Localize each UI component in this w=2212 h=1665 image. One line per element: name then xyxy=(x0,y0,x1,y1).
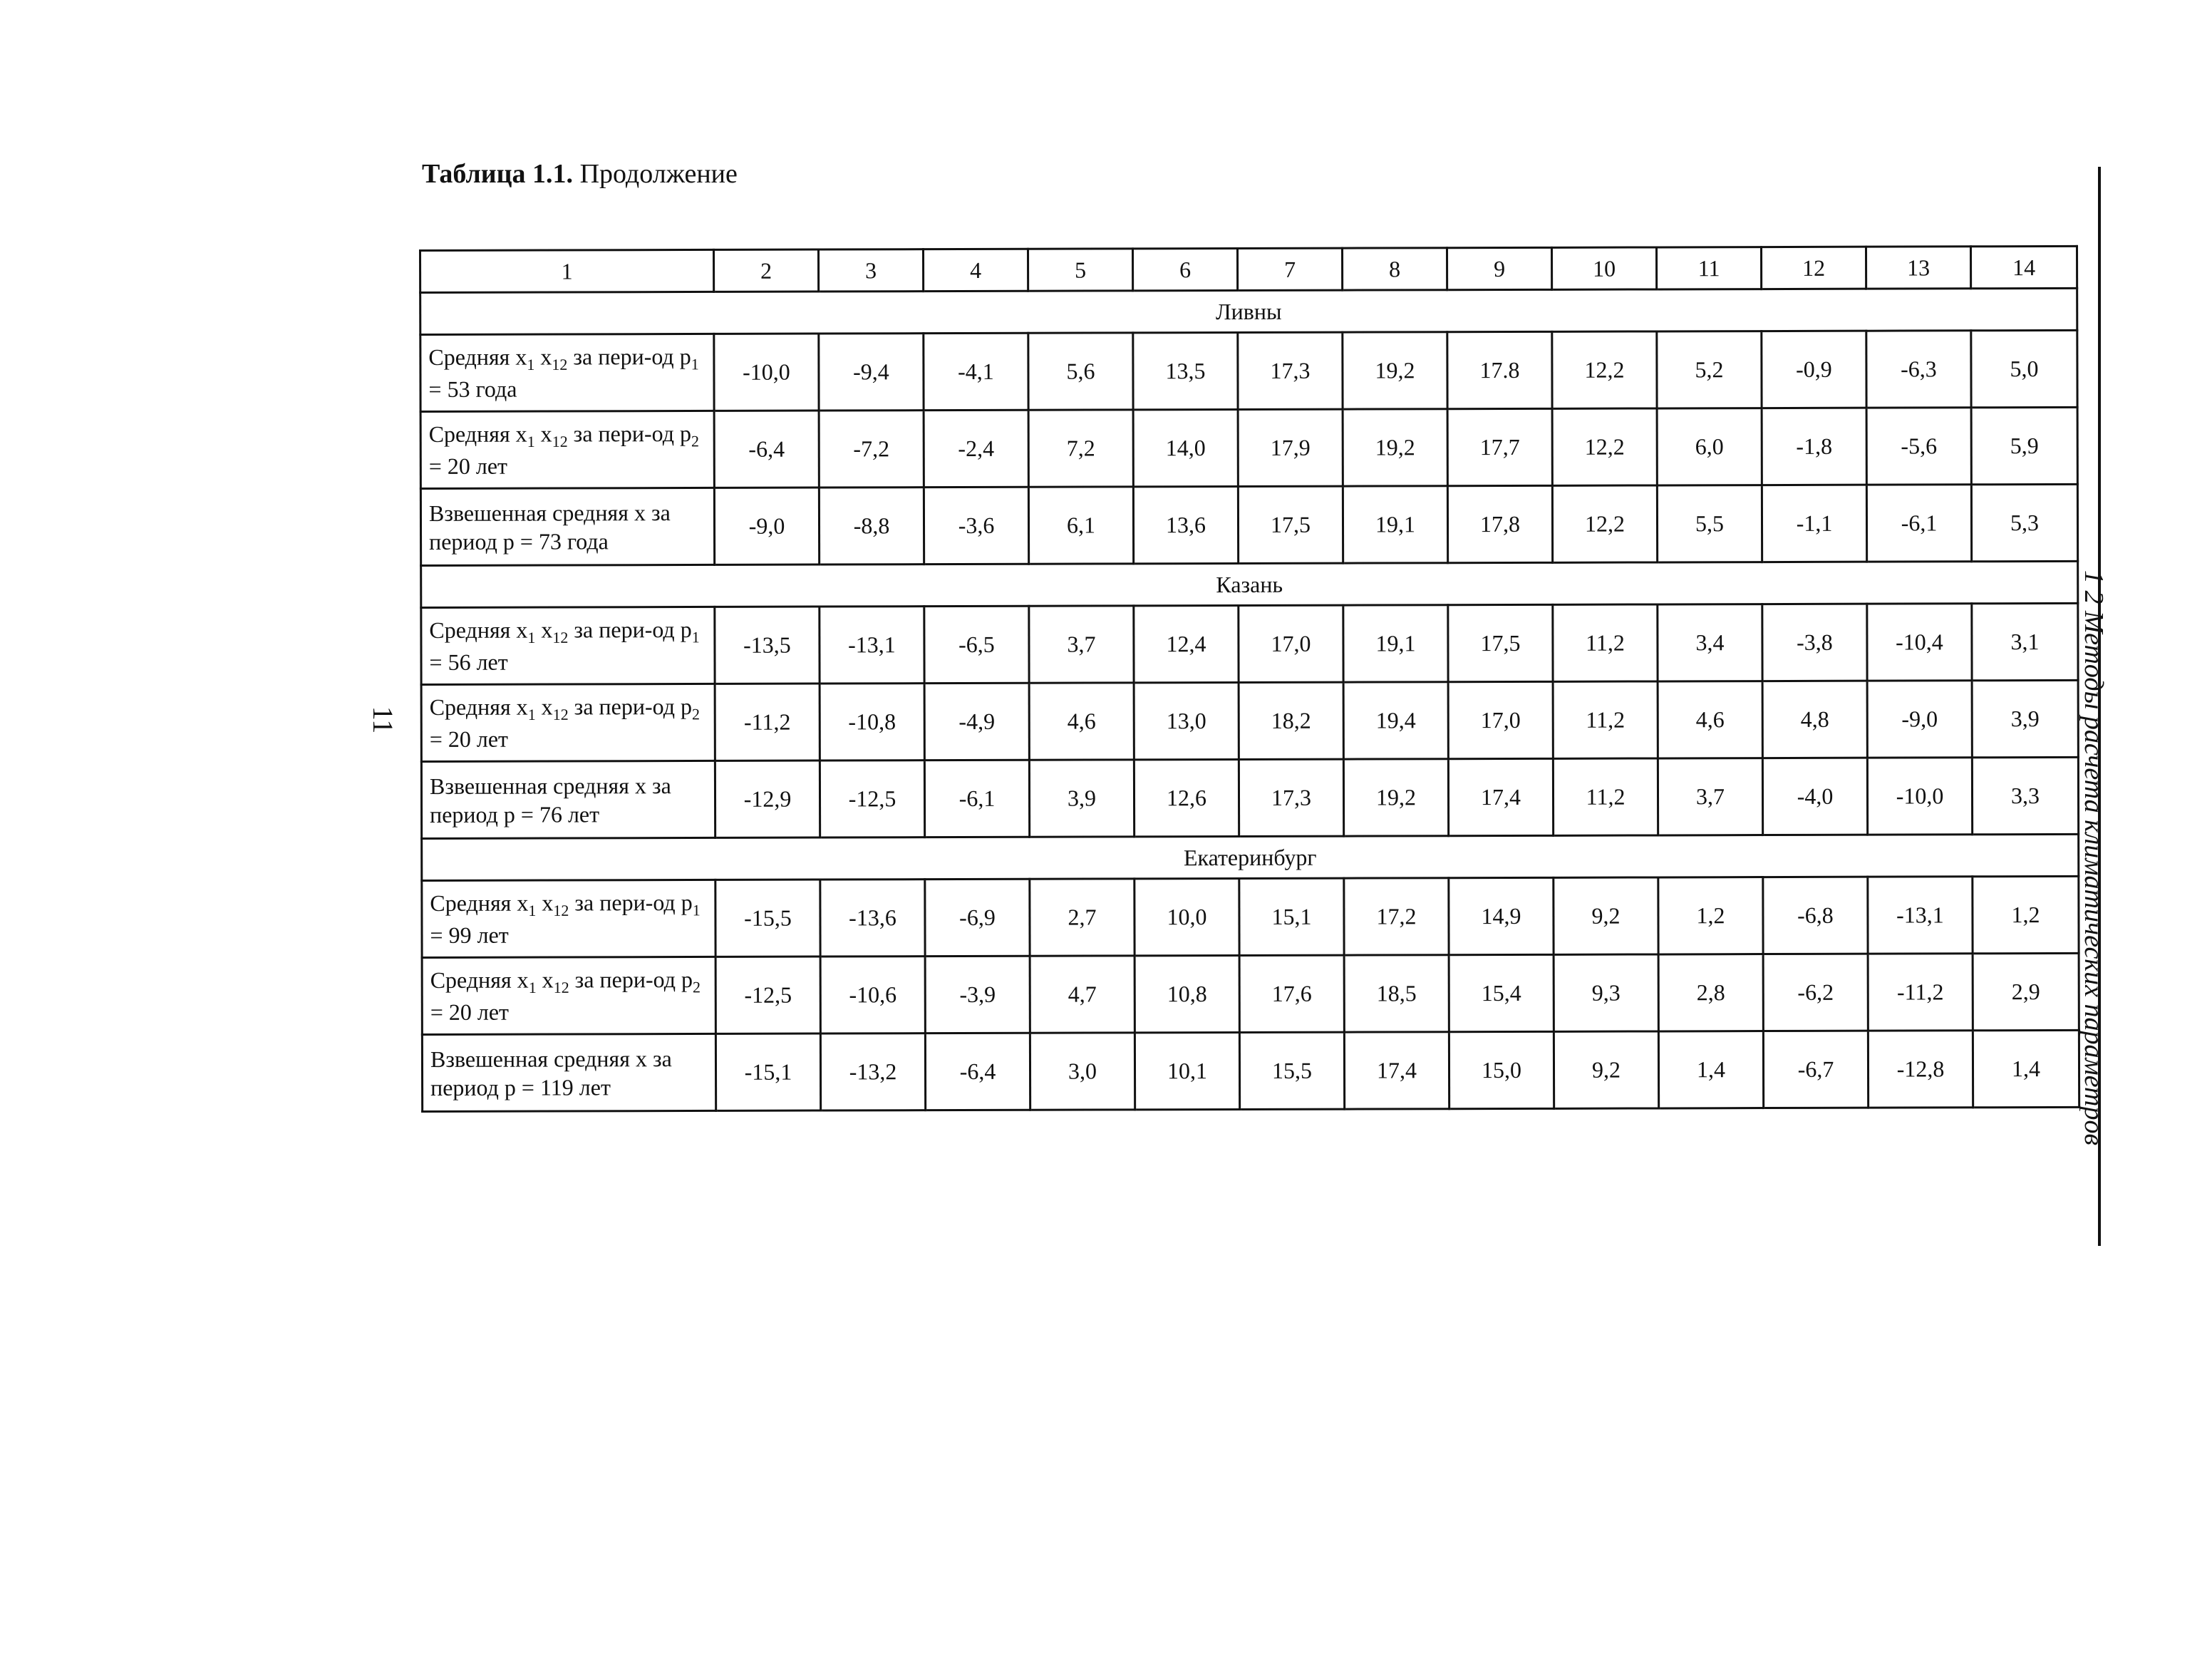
table-row xyxy=(421,757,2078,838)
table-body xyxy=(420,246,2079,1111)
value-cell: 5,5 xyxy=(1657,485,1762,562)
value-cell: 3,9 xyxy=(1029,760,1134,837)
value-cell: 13,0 xyxy=(1134,682,1239,759)
value-cell: 11,2 xyxy=(1553,758,1658,835)
page-number: 11 xyxy=(367,706,400,734)
city-name: Екатеринбург xyxy=(422,834,2079,880)
value-cell: -2,4 xyxy=(924,410,1028,487)
value-cell: 3,7 xyxy=(1658,758,1762,835)
row-label-text: за пери-од p xyxy=(568,694,693,720)
row-label-subscript: 1 xyxy=(527,433,535,451)
value-cell: -6,2 xyxy=(1763,954,1868,1031)
value-cell: 6,0 xyxy=(1657,408,1762,485)
row-label xyxy=(421,684,715,761)
value-cell: -13,1 xyxy=(820,607,924,684)
row-label-subscript: 1 xyxy=(527,706,536,724)
value-cell: -4,9 xyxy=(924,683,1029,760)
value-cell: 17,0 xyxy=(1239,605,1343,682)
value-cell: -13,2 xyxy=(820,1033,925,1110)
value-cell: 1,4 xyxy=(1658,1031,1763,1108)
city-group-row xyxy=(420,288,2077,334)
value-cell: -10,8 xyxy=(820,684,924,761)
value-cell: 3,4 xyxy=(1658,604,1762,681)
value-cell: 19,2 xyxy=(1343,332,1447,409)
value-cell: -7,2 xyxy=(819,411,924,488)
value-cell: 17,5 xyxy=(1448,604,1553,681)
row-label xyxy=(422,880,715,957)
value-cell: 11,2 xyxy=(1553,681,1658,758)
value-cell: -9,0 xyxy=(1867,681,1972,758)
city-name: Казань xyxy=(421,561,2078,607)
value-cell: -4,1 xyxy=(924,333,1028,410)
table-row xyxy=(422,1030,2079,1111)
value-cell: 3,9 xyxy=(1972,680,2078,757)
table-row xyxy=(422,953,2079,1034)
row-label-text: за пери-од p xyxy=(567,344,691,370)
value-cell: 15,0 xyxy=(1449,1031,1554,1108)
value-cell: -11,2 xyxy=(1868,954,1973,1031)
value-cell: 19,4 xyxy=(1343,682,1448,759)
value-cell: 4,6 xyxy=(1658,681,1762,758)
row-label-text: x xyxy=(534,421,552,447)
climate-table xyxy=(419,245,2080,1113)
value-cell: 5,0 xyxy=(1971,330,2077,407)
value-cell: 9,3 xyxy=(1554,954,1658,1031)
value-cell: 12,4 xyxy=(1134,605,1239,682)
value-cell: -1,8 xyxy=(1762,408,1866,485)
value-cell: -13,1 xyxy=(1868,877,1973,954)
row-label-subscript: 1 xyxy=(528,902,537,920)
row-label xyxy=(420,488,714,565)
table-row xyxy=(421,680,2078,761)
row-label xyxy=(421,607,715,684)
row-label-text: x xyxy=(534,344,552,370)
table-row xyxy=(422,876,2079,957)
value-cell: -6,3 xyxy=(1866,331,1971,408)
column-number-cell: 12 xyxy=(1761,247,1866,289)
value-cell: 17,5 xyxy=(1238,486,1343,563)
table-row xyxy=(421,603,2078,684)
value-cell: 1,2 xyxy=(1658,877,1763,954)
value-cell: -6,5 xyxy=(924,606,1029,683)
value-cell: -6,4 xyxy=(714,411,819,488)
value-cell: 19,2 xyxy=(1343,409,1447,486)
value-cell: 3,7 xyxy=(1029,606,1134,683)
row-label-text: x xyxy=(535,617,553,643)
row-label-subscript: 12 xyxy=(552,628,569,646)
value-cell: 17,9 xyxy=(1238,409,1343,486)
row-label-subscript: 12 xyxy=(552,355,568,373)
value-cell: 15,5 xyxy=(1239,1032,1344,1109)
value-cell: -13,6 xyxy=(820,880,925,957)
row-label-text: = 20 лет xyxy=(430,999,510,1025)
row-label xyxy=(420,411,714,488)
row-label-text: Взвешенная средняя x за период p = 76 лет xyxy=(429,772,671,828)
column-number-cell: 6 xyxy=(1133,248,1238,290)
row-label-subscript: 12 xyxy=(552,432,568,450)
value-cell: 3,0 xyxy=(1030,1033,1135,1110)
value-cell: -9,4 xyxy=(819,334,924,411)
value-cell: 13,5 xyxy=(1133,332,1238,409)
city-name: Ливны xyxy=(420,288,2077,334)
value-cell: -6,8 xyxy=(1763,877,1868,954)
row-label-text: = 56 лет xyxy=(429,649,508,675)
table-row xyxy=(420,330,2077,411)
value-cell: 15,1 xyxy=(1239,878,1344,955)
value-cell: 5,3 xyxy=(1971,484,2077,561)
value-cell: 19,1 xyxy=(1343,605,1448,682)
value-cell: -12,5 xyxy=(820,761,924,837)
value-cell: -0,9 xyxy=(1762,331,1866,408)
row-label-text: Средняя x xyxy=(430,890,529,917)
value-cell: -15,1 xyxy=(715,1033,820,1110)
value-cell: 3,3 xyxy=(1972,757,2078,834)
value-cell: -11,2 xyxy=(715,684,820,761)
value-cell: -6,1 xyxy=(1866,485,1971,562)
row-label xyxy=(420,334,714,411)
row-label-text: Взвешенная средняя x за период p = 73 года xyxy=(428,499,671,555)
column-number-cell: 5 xyxy=(1028,249,1133,291)
value-cell: 10,1 xyxy=(1135,1032,1239,1109)
value-cell: 17,7 xyxy=(1447,408,1552,485)
row-label-subscript: 2 xyxy=(692,978,701,996)
value-cell: 12,2 xyxy=(1552,485,1657,562)
value-cell: 12,2 xyxy=(1552,331,1657,408)
value-cell: 2,9 xyxy=(1973,953,2079,1030)
city-group-row xyxy=(422,834,2079,880)
value-cell: 9,2 xyxy=(1554,1031,1658,1108)
column-number-cell: 8 xyxy=(1342,248,1447,290)
value-cell: 2,7 xyxy=(1030,879,1135,956)
value-cell: 4,7 xyxy=(1030,956,1135,1033)
row-label-subscript: 1 xyxy=(527,629,536,647)
value-cell: 18,5 xyxy=(1344,955,1449,1032)
row-label-text: x xyxy=(536,890,554,916)
table-caption-text: Продолжение xyxy=(573,159,738,189)
value-cell: 17,6 xyxy=(1239,955,1344,1032)
value-cell: 1,4 xyxy=(1973,1030,2079,1107)
row-label xyxy=(422,957,715,1034)
value-cell: -6,4 xyxy=(925,1033,1030,1110)
row-label xyxy=(421,761,715,838)
column-number-cell: 14 xyxy=(1970,246,2077,288)
value-cell: 4,6 xyxy=(1029,683,1134,760)
column-number-cell: 11 xyxy=(1656,247,1761,289)
value-cell: 15,4 xyxy=(1449,954,1554,1031)
column-number-cell: 3 xyxy=(819,249,924,292)
value-cell: -10,4 xyxy=(1867,604,1972,681)
column-number-cell: 7 xyxy=(1238,248,1343,290)
row-label-subscript: 12 xyxy=(552,705,569,723)
value-cell: -3,8 xyxy=(1762,604,1867,681)
row-label-text: Средняя x xyxy=(428,421,527,448)
row-label-text: = 53 года xyxy=(428,376,517,402)
value-cell: 18,2 xyxy=(1239,682,1343,759)
running-head-text: 1 2 Методы расчета климатических параметров xyxy=(2079,570,2109,1145)
value-cell: -6,1 xyxy=(924,760,1029,837)
value-cell: 17,4 xyxy=(1344,1032,1449,1109)
table-row xyxy=(420,484,2077,565)
value-cell: -6,7 xyxy=(1763,1031,1868,1108)
value-cell: -3,6 xyxy=(924,487,1028,564)
value-cell: 10,8 xyxy=(1135,955,1239,1032)
value-cell: 19,2 xyxy=(1343,759,1448,836)
column-number-cell: 10 xyxy=(1551,247,1656,289)
row-label-subscript: 1 xyxy=(692,901,701,919)
value-cell: 7,2 xyxy=(1028,410,1133,487)
row-label-text: x xyxy=(535,694,553,720)
value-cell: 4,8 xyxy=(1762,681,1867,758)
value-cell: 17,8 xyxy=(1447,485,1552,562)
row-label-text: за пери-од p xyxy=(569,890,693,916)
value-cell: 17,3 xyxy=(1239,759,1343,836)
value-cell: -13,5 xyxy=(715,607,820,684)
value-cell: -12,5 xyxy=(715,957,820,1033)
row-label-subscript: 2 xyxy=(691,432,700,450)
row-label-text: за пери-од p xyxy=(569,966,693,993)
value-cell: 3,1 xyxy=(1972,603,2078,680)
row-label xyxy=(422,1033,715,1111)
value-cell: 17,4 xyxy=(1448,758,1553,835)
value-cell: 17.8 xyxy=(1447,331,1552,408)
value-cell: -10,0 xyxy=(1867,758,1972,835)
value-cell: 11,2 xyxy=(1553,604,1658,681)
table-caption-label: Таблица 1.1. xyxy=(422,159,574,189)
value-cell: -12,9 xyxy=(715,761,820,837)
value-cell: 17,2 xyxy=(1344,878,1449,955)
column-number-cell: 4 xyxy=(924,249,1028,291)
value-cell: -12,8 xyxy=(1868,1031,1973,1108)
value-cell: 2,8 xyxy=(1658,954,1763,1031)
value-cell: -4,0 xyxy=(1762,758,1867,835)
table-row xyxy=(420,407,2077,488)
row-label-text: за пери-од p xyxy=(567,421,692,447)
value-cell: 12,2 xyxy=(1552,408,1657,485)
value-cell: 1,2 xyxy=(1973,876,2079,953)
value-cell: 5,6 xyxy=(1028,333,1133,410)
value-cell: 14,9 xyxy=(1449,877,1554,954)
row-label-text: = 99 лет xyxy=(430,922,509,948)
value-cell: -5,6 xyxy=(1866,408,1971,485)
value-cell: -3,9 xyxy=(925,956,1030,1033)
row-label-text: Взвешенная средняя x за период p = 119 лет xyxy=(430,1045,672,1100)
value-cell: 9,2 xyxy=(1554,877,1658,954)
column-number-cell: 9 xyxy=(1447,247,1551,289)
column-number-cell: 1 xyxy=(420,249,714,292)
value-cell: 12,6 xyxy=(1134,759,1239,836)
value-cell: 10,0 xyxy=(1135,878,1239,955)
value-cell: -6,9 xyxy=(925,879,1030,956)
row-label-text: за пери-од p xyxy=(568,617,692,643)
value-cell: -10,0 xyxy=(714,334,819,411)
column-number-cell: 13 xyxy=(1866,247,1970,289)
value-cell: -15,5 xyxy=(715,880,820,957)
row-label-subscript: 12 xyxy=(553,978,569,996)
city-group-row xyxy=(421,561,2078,607)
table-caption xyxy=(422,158,738,190)
row-label-text: Средняя x xyxy=(429,694,528,721)
row-label-subscript: 1 xyxy=(528,979,537,997)
row-label-text: x xyxy=(536,966,554,993)
column-number-row xyxy=(420,246,2077,292)
value-cell: 5,2 xyxy=(1657,331,1762,408)
value-cell: -1,1 xyxy=(1762,485,1866,562)
row-label-text: = 20 лет xyxy=(428,453,508,479)
value-cell: 14,0 xyxy=(1133,409,1238,486)
row-label-text: Средняя x xyxy=(430,966,529,994)
value-cell: 5,9 xyxy=(1971,407,2077,484)
value-cell: -8,8 xyxy=(819,488,924,565)
row-label-subscript: 2 xyxy=(691,705,701,723)
value-cell: 13,6 xyxy=(1133,486,1238,563)
row-label-text: Средняя x xyxy=(428,344,527,371)
row-label-subscript: 1 xyxy=(527,356,535,374)
value-cell: -9,0 xyxy=(714,488,819,565)
value-cell: 6,1 xyxy=(1028,487,1133,564)
value-cell: -10,6 xyxy=(820,957,925,1033)
value-cell: 17,3 xyxy=(1238,332,1343,409)
row-label-subscript: 1 xyxy=(691,355,699,373)
value-cell: 19,1 xyxy=(1343,486,1447,563)
column-number-cell: 2 xyxy=(714,249,819,292)
row-label-text: = 20 лет xyxy=(429,726,509,752)
row-label-subscript: 12 xyxy=(553,901,569,919)
row-label-subscript: 1 xyxy=(691,628,700,646)
value-cell: 17,0 xyxy=(1448,681,1553,758)
row-label-text: Средняя x xyxy=(429,617,528,644)
